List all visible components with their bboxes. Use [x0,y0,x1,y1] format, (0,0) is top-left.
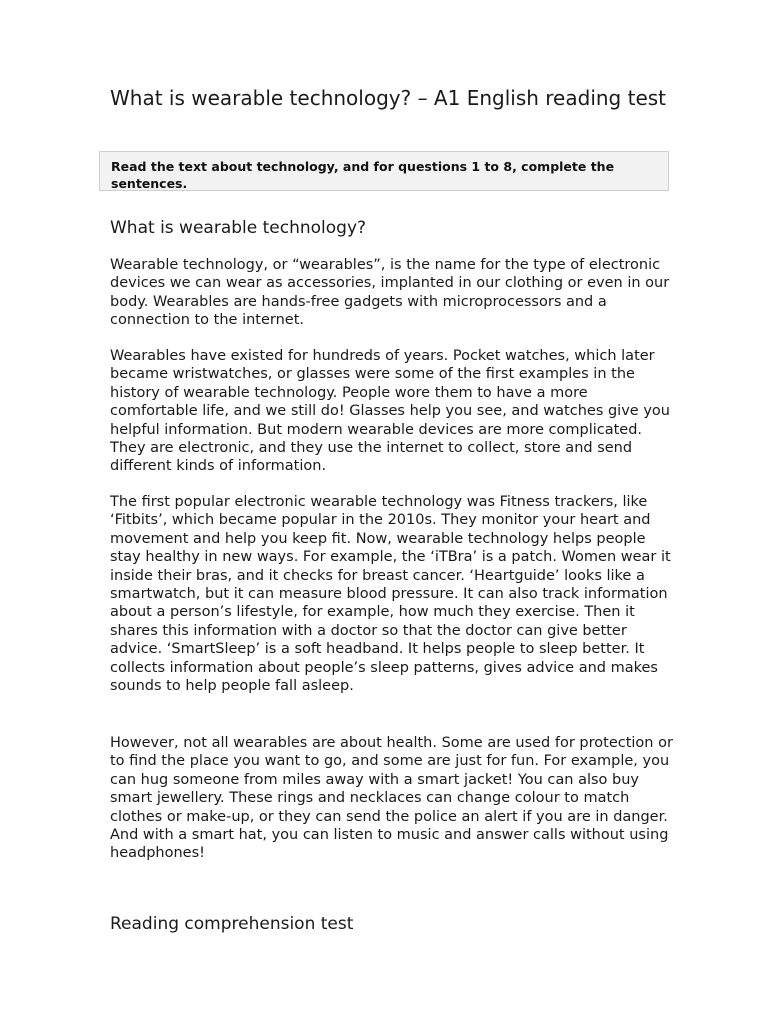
paragraph-4: However, not all wearables are about health. Some are used for protection or to find the place you want to go, and some are just for fun. For example, you can hug someone from miles away with a smart jacket! You can also buy smart jewellery. These rings and necklaces can change colour to match clothes or make-up, or they can send the police an alert if you are in danger. And with a smart hat, you can listen to music and answer calls without using headphones! [110,735,673,862]
page-title: What is wearable technology? – A1 English reading test [110,86,667,110]
article-heading: What is wearable technology? [110,218,367,238]
instruction-box: Read the text about technology, and for questions 1 to 8, complete the sentences. [99,151,669,191]
test-heading: Reading comprehension test [110,914,354,934]
paragraph-1: Wearable technology, or “wearables”, is the name for the type of electronic devices we can wear as accessories, implanted in our clothing or even in our body. Wearables are hands-free gadgets with microprocessors and a connection to the internet. [110,257,670,329]
paragraph-2: Wearables have existed for hundreds of years. Pocket watches, which later became wristwatches, or glasses were some of the first examples in the history of wearable technology. People wore them to have a more comfortable life, and we still do! Glasses help you see, and watches give you helpful information. But modern wearable devices are more complicated. They are electronic, and they use the internet to collect, store and send different kinds of information. [110,348,670,475]
paragraph-3: The first popular electronic wearable technology was Fitness trackers, like ‘Fitbits’, which became popular in the 2010s. They monitor your heart and movement and help you keep fit. Now, wearable technology helps people stay healthy in new ways. For example, the ‘iTBra’ is a patch. Women wear it inside their bras, and it checks for breast cancer. ‘Heartguide’ looks like a smartwatch, but it can measure blood pressure. It can also track information about a person’s lifestyle, for example, how much they exercise. Then it shares this information with a doctor so that the doctor can give better advice. ‘SmartSleep’ is a soft headband. It helps people to sleep better. It collects information about people’s sleep patterns, gives advice and makes sounds to help people fall asleep. [110,494,671,695]
